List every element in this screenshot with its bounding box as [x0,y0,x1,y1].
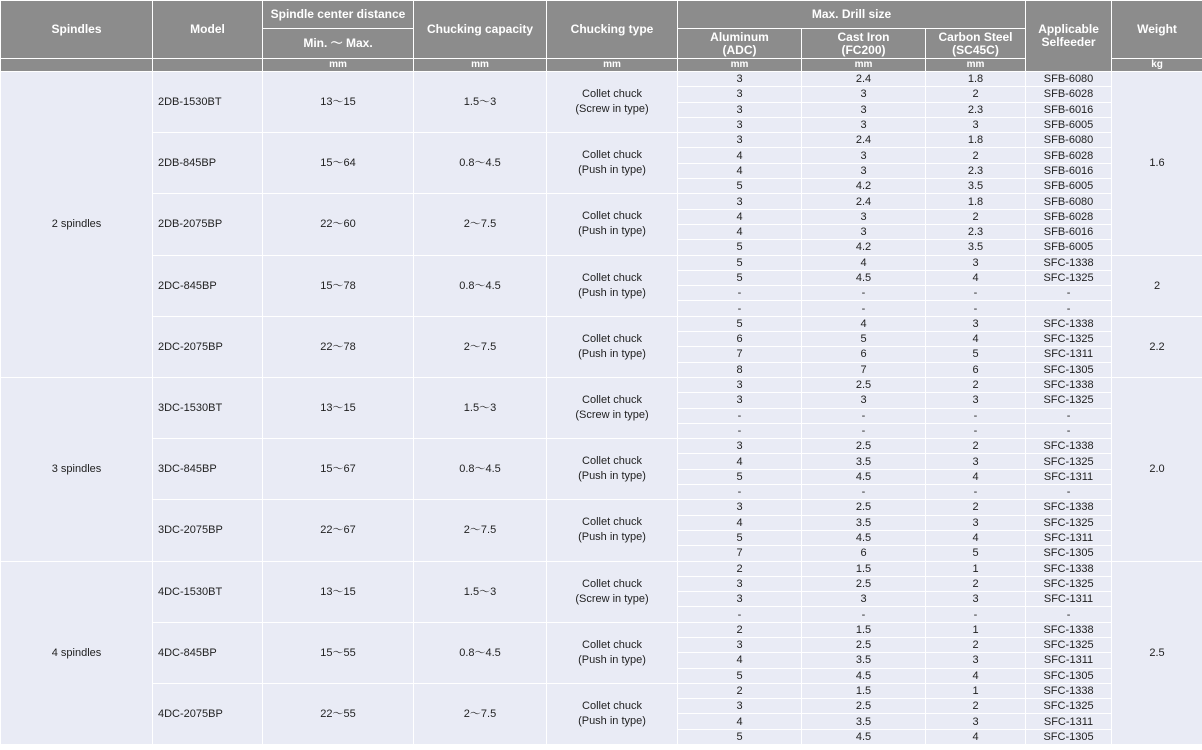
chucking-type-cell: Collet chuck (Push in type) [547,439,678,500]
selfeeder-cell: SFC-1325 [1026,393,1112,408]
aluminum-cell: - [678,301,802,316]
table-row [1,500,1202,515]
carbon-steel-cell: 5 [926,546,1026,561]
carbon-steel-cell: 3 [926,316,1026,331]
cast-iron-unit: mm [802,59,926,72]
carbon-steel-cell: 2.3 [926,224,1026,239]
aluminum-cell: 5 [678,530,802,545]
cast-iron-cell: 2.4 [802,194,926,209]
cast-iron-cell: 5 [802,332,926,347]
center-distance-cell: 15～78 [263,255,414,316]
spindles-cell: 3 spindles [1,377,153,561]
aluminum-cell: 3 [678,576,802,591]
aluminum-cell: - [678,408,802,423]
chucking-capacity-cell: 1.5～3 [414,377,547,438]
chucking-capacity-cell: 1.5～3 [414,72,547,133]
center-distance-cell: 15～55 [263,622,414,683]
carbon-steel-cell: 2 [926,377,1026,392]
aluminum-cell: - [678,485,802,500]
carbon-steel-cell: 2 [926,439,1026,454]
chucking-type-cell: Collet chuck (Push in type) [547,500,678,561]
cast-iron-cell: 2.5 [802,377,926,392]
carbon-steel-cell: 1.8 [926,133,1026,148]
selfeeder-cell: SFB-6080 [1026,133,1112,148]
cast-iron-cell: 7 [802,362,926,377]
spindles-unit [1,59,153,72]
aluminum-header: Aluminum (ADC) [678,29,802,59]
aluminum-cell: 4 [678,714,802,729]
chucking-type-cell: Collet chuck (Screw in type) [547,561,678,622]
carbon-steel-cell: - [926,485,1026,500]
selfeeder-cell: SFC-1338 [1026,561,1112,576]
spindles-cell: 4 spindles [1,561,153,745]
chucking-type-header: Chucking type [547,1,678,59]
model-cell: 2DB-845BP [153,133,263,194]
selfeeder-cell: SFC-1311 [1026,592,1112,607]
model-cell: 3DC-845BP [153,439,263,500]
model-unit [153,59,263,72]
cast-iron-cell: 2.5 [802,699,926,714]
chucking-type-cell: Collet chuck (Screw in type) [547,72,678,133]
cast-iron-cell: - [802,607,926,622]
selfeeder-cell: SFB-6080 [1026,194,1112,209]
chucking-capacity-cell: 2～7.5 [414,683,547,744]
cast-iron-cell: 3.5 [802,454,926,469]
cast-iron-cell: - [802,423,926,438]
cast-iron-cell: - [802,485,926,500]
aluminum-cell: 5 [678,316,802,331]
cast-iron-cell: 4.2 [802,240,926,255]
carbon-steel-cell: 2 [926,87,1026,102]
cast-iron-cell: 3.5 [802,653,926,668]
carbon-steel-cell: 2.3 [926,163,1026,178]
table-row [1,255,1202,270]
carbon-steel-cell: 3.5 [926,179,1026,194]
aluminum-cell: 3 [678,393,802,408]
aluminum-cell: 3 [678,637,802,652]
carbon-steel-cell: 3.5 [926,240,1026,255]
selfeeder-cell: SFC-1311 [1026,530,1112,545]
selfeeder-cell: SFC-1325 [1026,637,1112,652]
aluminum-cell: 4 [678,515,802,530]
selfeeder-cell: SFC-1305 [1026,546,1112,561]
aluminum-cell: 3 [678,102,802,117]
carbon-steel-cell: 4 [926,530,1026,545]
model-cell: 3DC-1530BT [153,377,263,438]
cast-iron-cell: 4.2 [802,179,926,194]
carbon-steel-cell: 1 [926,561,1026,576]
chucking-type-cell: Collet chuck (Push in type) [547,194,678,255]
table-row [1,683,1202,698]
model-cell: 2DB-2075BP [153,194,263,255]
chucking-capacity-cell: 2～7.5 [414,500,547,561]
aluminum-cell: 3 [678,117,802,132]
cast-iron-cell: 3 [802,163,926,178]
selfeeder-cell: SFC-1311 [1026,714,1112,729]
cast-iron-cell: 2.5 [802,637,926,652]
model-cell: 2DB-1530BT [153,72,263,133]
selfeeder-cell: SFB-6028 [1026,209,1112,224]
chucking-type-cell: Collet chuck (Push in type) [547,133,678,194]
cast-iron-cell: 3 [802,87,926,102]
aluminum-cell: 3 [678,377,802,392]
selfeeder-cell: SFB-6016 [1026,224,1112,239]
cast-iron-cell: 3 [802,592,926,607]
aluminum-cell: 5 [678,469,802,484]
center-distance-cell: 13～15 [263,72,414,133]
selfeeder-cell: SFB-6005 [1026,117,1112,132]
carbon-steel-cell: 2 [926,148,1026,163]
model-cell: 2DC-845BP [153,255,263,316]
cast-iron-cell: 2.5 [802,439,926,454]
chucking-type-unit: mm [547,59,678,72]
carbon-steel-cell: 1 [926,683,1026,698]
carbon-steel-cell: 3 [926,592,1026,607]
weight-cell: 1.6 [1112,72,1202,256]
aluminum-cell: 7 [678,546,802,561]
max-drill-header: Max. Drill size [678,1,1026,29]
chucking-capacity-unit: mm [414,59,547,72]
carbon-steel-cell: 3 [926,714,1026,729]
center-distance-header: Spindle center distance [263,1,414,29]
carbon-steel-cell: 4 [926,729,1026,744]
aluminum-cell: 3 [678,133,802,148]
carbon-steel-cell: 3 [926,653,1026,668]
cast-iron-cell: 4.5 [802,270,926,285]
cast-iron-header: Cast Iron (FC200) [802,29,926,59]
selfeeder-cell: SFC-1338 [1026,439,1112,454]
carbon-steel-cell: 3 [926,255,1026,270]
cast-iron-cell: 3 [802,393,926,408]
selfeeder-cell: - [1026,485,1112,500]
carbon-steel-cell: 3 [926,117,1026,132]
aluminum-cell: - [678,286,802,301]
selfeeder-cell: SFB-6028 [1026,87,1112,102]
center-distance-cell: 15～67 [263,439,414,500]
table-row [1,561,1202,576]
cast-iron-cell: 3.5 [802,714,926,729]
aluminum-cell: 4 [678,163,802,178]
carbon-steel-cell: 2 [926,500,1026,515]
carbon-steel-cell: 2 [926,576,1026,591]
selfeeder-cell: SFC-1338 [1026,316,1112,331]
chucking-capacity-cell: 0.8～4.5 [414,133,547,194]
cast-iron-cell: 3 [802,102,926,117]
aluminum-cell: 2 [678,683,802,698]
chucking-type-cell: Collet chuck (Push in type) [547,622,678,683]
cast-iron-cell: - [802,301,926,316]
aluminum-cell: - [678,607,802,622]
center-distance-cell: 13～15 [263,377,414,438]
selfeeder-cell: SFC-1311 [1026,469,1112,484]
aluminum-cell: 8 [678,362,802,377]
center-distance-cell: 15～64 [263,133,414,194]
aluminum-cell: 3 [678,194,802,209]
aluminum-cell: 3 [678,72,802,87]
selfeeder-cell: - [1026,301,1112,316]
chucking-capacity-cell: 1.5～3 [414,561,547,622]
carbon-steel-cell: 2 [926,209,1026,224]
selfeeder-cell: SFB-6028 [1026,148,1112,163]
carbon-steel-cell: 6 [926,362,1026,377]
aluminum-cell: 6 [678,332,802,347]
cast-iron-cell: 1.5 [802,622,926,637]
carbon-steel-cell: - [926,286,1026,301]
carbon-steel-cell: 3 [926,393,1026,408]
table-row [1,622,1202,637]
aluminum-cell: 2 [678,622,802,637]
selfeeder-header: Applicable Selfeeder [1026,1,1112,72]
chucking-capacity-cell: 0.8～4.5 [414,622,547,683]
selfeeder-cell: SFB-6005 [1026,240,1112,255]
center-distance-cell: 22～67 [263,500,414,561]
carbon-steel-cell: 3 [926,454,1026,469]
selfeeder-cell: SFB-6080 [1026,72,1112,87]
table-header [1,1,1202,72]
carbon-steel-cell: 4 [926,469,1026,484]
cast-iron-cell: 1.5 [802,561,926,576]
carbon-steel-cell: 2 [926,637,1026,652]
carbon-steel-cell: - [926,408,1026,423]
aluminum-cell: 3 [678,699,802,714]
center-distance-unit: mm [263,59,414,72]
aluminum-cell: 3 [678,439,802,454]
cast-iron-cell: 3.5 [802,515,926,530]
carbon-steel-cell: - [926,301,1026,316]
table-row [1,439,1202,454]
table-body [1,72,1202,745]
cast-iron-cell: - [802,286,926,301]
table-row [1,72,1202,87]
cast-iron-cell: 3 [802,148,926,163]
weight-cell: 2.0 [1112,377,1202,561]
cast-iron-cell: 2.4 [802,133,926,148]
selfeeder-cell: SFC-1311 [1026,347,1112,362]
model-cell: 3DC-2075BP [153,500,263,561]
carbon-steel-cell: 5 [926,347,1026,362]
center-distance-cell: 13～15 [263,561,414,622]
cast-iron-cell: 3 [802,224,926,239]
center-distance-subheader: Min. ～ Max. [263,29,414,59]
aluminum-cell: 4 [678,653,802,668]
cast-iron-cell: 2.5 [802,500,926,515]
cast-iron-cell: 4.5 [802,668,926,683]
selfeeder-cell: - [1026,286,1112,301]
carbon-steel-cell: - [926,423,1026,438]
selfeeder-cell: SFC-1325 [1026,515,1112,530]
selfeeder-cell: - [1026,423,1112,438]
cast-iron-cell: 4.5 [802,530,926,545]
weight-cell: 2 [1112,255,1202,316]
cast-iron-cell: - [802,408,926,423]
aluminum-cell: 5 [678,729,802,744]
table-row [1,194,1202,209]
weight-header: Weight [1112,1,1202,59]
table-row [1,377,1202,392]
weight-cell: 2.5 [1112,561,1202,745]
selfeeder-cell: SFC-1325 [1026,454,1112,469]
center-distance-cell: 22～60 [263,194,414,255]
chucking-capacity-cell: 0.8～4.5 [414,255,547,316]
chucking-capacity-cell: 0.8～4.5 [414,439,547,500]
selfeeder-cell: SFC-1305 [1026,668,1112,683]
selfeeder-cell: - [1026,607,1112,622]
aluminum-cell: 3 [678,500,802,515]
aluminum-cell: 2 [678,561,802,576]
carbon-steel-cell: 1 [926,622,1026,637]
carbon-steel-cell: 2.3 [926,102,1026,117]
chucking-type-cell: Collet chuck (Push in type) [547,255,678,316]
selfeeder-cell: SFC-1338 [1026,255,1112,270]
selfeeder-cell: SFB-6016 [1026,102,1112,117]
table-row [1,133,1202,148]
selfeeder-cell: SFC-1305 [1026,729,1112,744]
aluminum-unit: mm [678,59,802,72]
selfeeder-cell: SFC-1325 [1026,576,1112,591]
cast-iron-cell: 4.5 [802,729,926,744]
aluminum-cell: 4 [678,148,802,163]
aluminum-cell: 5 [678,255,802,270]
carbon-steel-cell: 1.8 [926,194,1026,209]
selfeeder-cell: SFC-1338 [1026,622,1112,637]
model-cell: 2DC-2075BP [153,316,263,377]
spindles-cell: 2 spindles [1,72,153,378]
selfeeder-cell: SFB-6016 [1026,163,1112,178]
center-distance-cell: 22～78 [263,316,414,377]
chucking-type-cell: Collet chuck (Push in type) [547,683,678,744]
cast-iron-cell: 4 [802,255,926,270]
center-distance-cell: 22～55 [263,683,414,744]
aluminum-cell: 5 [678,668,802,683]
selfeeder-cell: SFC-1325 [1026,699,1112,714]
selfeeder-cell: SFC-1311 [1026,653,1112,668]
carbon-steel-cell: 4 [926,332,1026,347]
model-cell: 4DC-1530BT [153,561,263,622]
selfeeder-cell: SFC-1305 [1026,362,1112,377]
aluminum-cell: 3 [678,592,802,607]
carbon-steel-cell: 1.8 [926,72,1026,87]
cast-iron-cell: 6 [802,546,926,561]
selfeeder-cell: SFC-1338 [1026,377,1112,392]
aluminum-cell: 4 [678,454,802,469]
selfeeder-cell: SFB-6005 [1026,179,1112,194]
selfeeder-cell: SFC-1338 [1026,683,1112,698]
weight-unit: kg [1112,59,1202,72]
chucking-type-cell: Collet chuck (Screw in type) [547,377,678,438]
cast-iron-cell: 3 [802,117,926,132]
aluminum-cell: 5 [678,179,802,194]
carbon-steel-cell: 2 [926,699,1026,714]
cast-iron-cell: 4.5 [802,469,926,484]
model-cell: 4DC-2075BP [153,683,263,744]
chucking-capacity-header: Chucking capacity [414,1,547,59]
carbon-steel-header: Carbon Steel (SC45C) [926,29,1026,59]
aluminum-cell: 4 [678,224,802,239]
carbon-steel-cell: - [926,607,1026,622]
carbon-steel-cell: 4 [926,270,1026,285]
selfeeder-cell: - [1026,408,1112,423]
table-row [1,316,1202,331]
aluminum-cell: - [678,423,802,438]
aluminum-cell: 5 [678,240,802,255]
cast-iron-cell: 4 [802,316,926,331]
aluminum-cell: 4 [678,209,802,224]
model-cell: 4DC-845BP [153,622,263,683]
model-header: Model [153,1,263,59]
selfeeder-cell: SFC-1325 [1026,332,1112,347]
cast-iron-cell: 2.4 [802,72,926,87]
carbon-steel-cell: 3 [926,515,1026,530]
cast-iron-cell: 6 [802,347,926,362]
aluminum-cell: 5 [678,270,802,285]
carbon-steel-unit: mm [926,59,1026,72]
aluminum-cell: 7 [678,347,802,362]
cast-iron-cell: 1.5 [802,683,926,698]
chucking-capacity-cell: 2～7.5 [414,194,547,255]
selfeeder-cell: SFC-1325 [1026,270,1112,285]
aluminum-cell: 3 [678,87,802,102]
cast-iron-cell: 2.5 [802,576,926,591]
carbon-steel-cell: 4 [926,668,1026,683]
selfeeder-cell: SFC-1338 [1026,500,1112,515]
spindles-header: Spindles [1,1,153,59]
chucking-capacity-cell: 2～7.5 [414,316,547,377]
cast-iron-cell: 3 [802,209,926,224]
weight-cell: 2.2 [1112,316,1202,377]
chucking-type-cell: Collet chuck (Push in type) [547,316,678,377]
